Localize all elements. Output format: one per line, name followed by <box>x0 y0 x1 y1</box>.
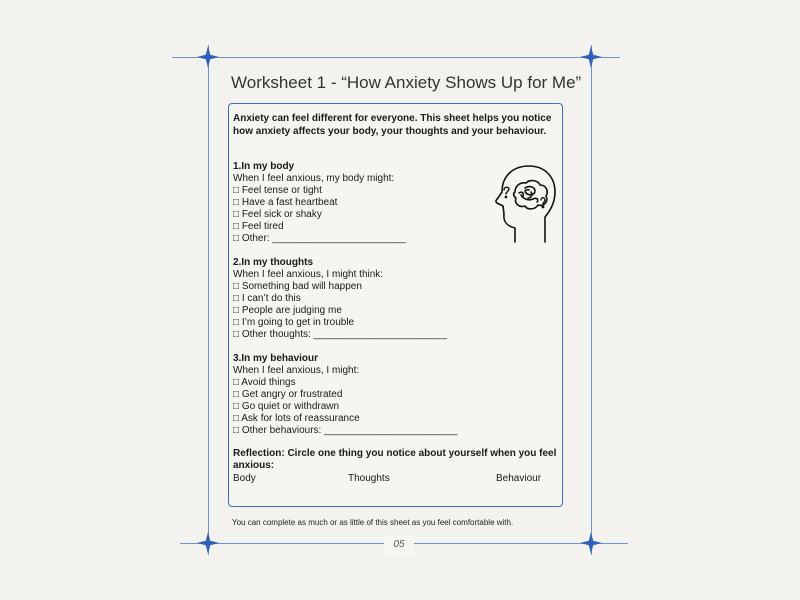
reflection-option-body[interactable]: Body <box>233 473 256 484</box>
checkbox-item[interactable]: □ Have a fast heartbeat <box>233 197 338 208</box>
checkbox-item[interactable]: □ People are judging me <box>233 305 342 316</box>
checkbox-item[interactable]: □ Go quiet or withdrawn <box>233 401 340 412</box>
checkbox-item[interactable]: □ I’m going to get in trouble <box>233 317 355 328</box>
section-heading-behaviour: 3.In my behaviour <box>233 353 319 364</box>
checkbox-item[interactable]: □ Ask for lots of reassurance <box>233 413 360 424</box>
guide-line-right <box>591 45 592 555</box>
reflection-prompt: Reflection: Circle one thing you notice about yourself when you feel anxious: <box>233 448 557 471</box>
checkbox-item[interactable]: □ Something bad will happen <box>233 281 362 292</box>
section-lead-body: When I feel anxious, my body might: <box>233 173 395 184</box>
section-heading-thoughts: 2.In my thoughts <box>233 257 313 268</box>
reflection-option-thoughts[interactable]: Thoughts <box>348 473 390 484</box>
checkbox-item[interactable]: □ Other behaviours: ________________________ <box>233 425 458 436</box>
page-number: 05 <box>384 535 414 555</box>
footer-note: You can complete as much or as little of this sheet as you feel comfortable with. <box>232 518 514 527</box>
checkbox-item[interactable]: □ I can’t do this <box>233 293 301 304</box>
guide-line-left <box>208 45 209 555</box>
checkbox-item[interactable]: □ Feel tense or tight <box>233 185 322 196</box>
checkbox-item[interactable]: □ Other: ________________________ <box>233 233 406 244</box>
checkbox-item[interactable]: □ Get angry or frustrated <box>233 389 343 400</box>
anxious-head-icon <box>491 162 557 244</box>
worksheet-box <box>228 103 563 507</box>
section-heading-body: 1.In my body <box>233 161 295 172</box>
checkbox-item[interactable]: □ Feel sick or shaky <box>233 209 322 220</box>
four-point-star-icon <box>580 46 602 68</box>
reflection-option-behaviour[interactable]: Behaviour <box>496 473 542 484</box>
section-lead-behaviour: When I feel anxious, I might: <box>233 365 360 376</box>
section-lead-thoughts: When I feel anxious, I might think: <box>233 269 384 280</box>
guide-line-top <box>172 57 620 58</box>
four-point-star-icon <box>197 46 219 68</box>
four-point-star-icon <box>580 532 602 554</box>
page-title: Worksheet 1 - “How Anxiety Shows Up for Me” <box>231 73 582 92</box>
intro-text: Anxiety can feel different for everyone. This sheet helps you notice how anxiety affects your body, your thoughts and your behaviour. <box>233 113 552 137</box>
checkbox-item[interactable]: □ Other thoughts: ________________________ <box>233 329 448 340</box>
checkbox-item[interactable]: □ Feel tired <box>233 221 284 232</box>
checkbox-item[interactable]: □ Avoid things <box>233 377 296 388</box>
four-point-star-icon <box>197 532 219 554</box>
